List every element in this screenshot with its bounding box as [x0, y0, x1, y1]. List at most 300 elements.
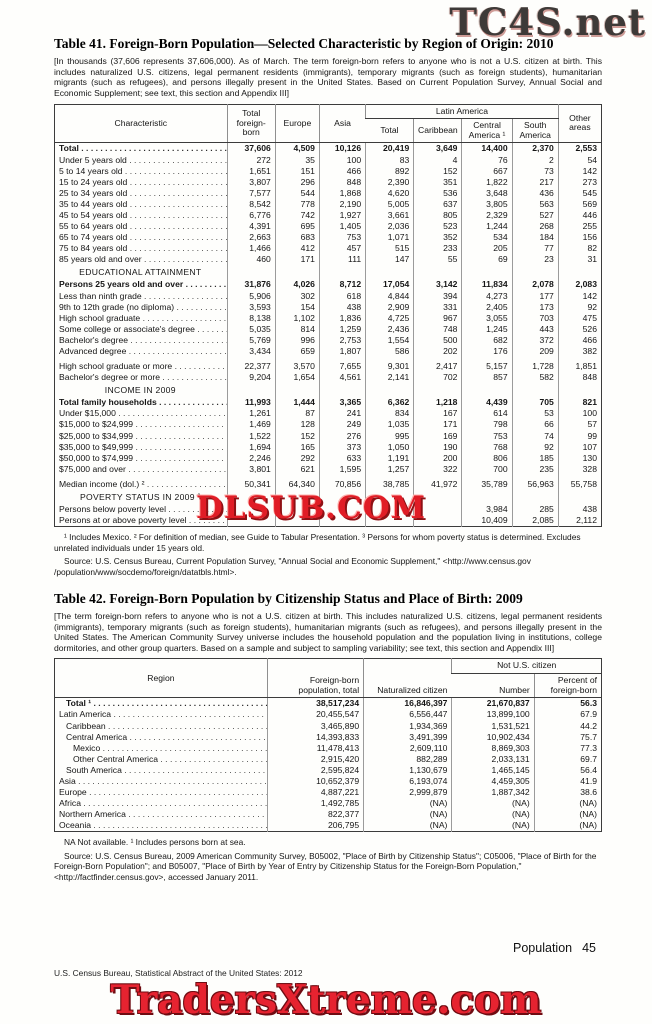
- table41-headnote: [In thousands (37,606 represents 37,606,000). As of March. The term foreign-born refers to anyone who is not a U.S. citizen at birth. This includes naturalized U.S. citizens, legal permanent residents (immigrants), temporary migrants (such as foreign students), humanitarian migrants (such as refugees), and persons illegally present in the United States. Based on Current Population Survey, Annual Social and Economic Supplement; see text, this section and Appendix III]: [54, 55, 602, 98]
- cell-value: 20,455,547: [267, 709, 363, 720]
- empty-cell: [366, 383, 414, 397]
- cell-value: 8,542: [227, 199, 275, 210]
- col-foreign-born-total: Foreign-born population, total: [267, 659, 363, 698]
- cell-value: 544: [275, 188, 319, 199]
- row-label: Persons 25 years old and over: [59, 279, 184, 290]
- col-central-america: Central America ¹: [462, 119, 512, 143]
- cell-value: 2,078: [512, 279, 558, 290]
- row-label: Total: [59, 143, 79, 154]
- cell-value: 1,836: [319, 313, 365, 324]
- section-row: [55, 383, 602, 397]
- cell-value: 798: [462, 419, 512, 430]
- cell-value: 1,887,342: [452, 787, 534, 798]
- dot-leader: [172, 361, 227, 371]
- cell-value: 1,245: [462, 324, 512, 335]
- cell-value: 682: [462, 335, 512, 346]
- cell-value: (NA): [452, 798, 534, 809]
- cell-value: 6,193,074: [364, 776, 452, 787]
- cell-value: 563: [512, 199, 558, 210]
- cell-value: 882,289: [364, 754, 452, 765]
- cell-value: 64,340: [275, 475, 319, 490]
- row-label: 75 to 84 years old: [59, 243, 128, 254]
- cell-value: 1,465,145: [452, 765, 534, 776]
- row-label: Asia: [59, 776, 76, 786]
- cell-value: 67.9: [534, 709, 601, 720]
- cell-value: 176: [462, 346, 512, 357]
- cell-value: 76: [462, 155, 512, 166]
- cell-value: 1,934,369: [364, 721, 452, 732]
- cell-value: 753: [319, 232, 365, 243]
- cell-value: 7,577: [227, 188, 275, 199]
- table-row: [55, 232, 602, 243]
- cell-value: 37,606: [227, 143, 275, 155]
- cell-value: 6,362: [366, 397, 414, 408]
- cell-value: (NA): [364, 809, 452, 820]
- dot-leader: [106, 721, 268, 731]
- cell-value: 2: [512, 155, 558, 166]
- cell-value: 4,509: [275, 143, 319, 155]
- dot-leader: [128, 335, 227, 345]
- cell-value: 436: [512, 188, 558, 199]
- col-region: Region: [55, 659, 268, 698]
- row-stub: [55, 254, 228, 265]
- row-stub: [55, 442, 228, 453]
- cell-value: 130: [558, 453, 601, 464]
- table-row: [55, 346, 602, 357]
- dot-leader: [142, 254, 227, 264]
- row-stub: [55, 798, 268, 809]
- row-stub: [55, 346, 228, 357]
- table-row: [55, 754, 602, 765]
- cell-value: 41,972: [414, 475, 462, 490]
- cell-value: 814: [275, 324, 319, 335]
- row-stub: [55, 820, 268, 832]
- empty-cell: [319, 383, 365, 397]
- dot-leader: [127, 177, 227, 187]
- cell-value: 2,190: [319, 199, 365, 210]
- cell-value: 1,102: [275, 313, 319, 324]
- cell-value: 171: [275, 254, 319, 265]
- dot-leader: [145, 479, 228, 489]
- table-row: [55, 313, 602, 324]
- cell-value: 372: [512, 335, 558, 346]
- dot-leader: [91, 820, 267, 830]
- watermark-middle: DLSUB.COM: [196, 490, 427, 526]
- cell-value: 173: [512, 302, 558, 313]
- cell-value: 2,083: [558, 279, 601, 290]
- table-row: [55, 709, 602, 720]
- empty-cell: [366, 265, 414, 279]
- cell-value: 56.3: [534, 698, 601, 710]
- row-label: Bachelor's degree or more: [59, 372, 160, 383]
- table-row: [55, 408, 602, 419]
- row-label: Persons at or above poverty level: [59, 515, 187, 526]
- cell-value: 233: [414, 243, 462, 254]
- table41: [54, 104, 602, 528]
- cell-value: 100: [319, 155, 365, 166]
- col-number: Number: [452, 674, 534, 698]
- cell-value: 618: [319, 291, 365, 302]
- cell-value: 20,419: [366, 143, 414, 155]
- cell-value: 1,261: [227, 408, 275, 419]
- table-row: [55, 188, 602, 199]
- cell-value: 206,795: [267, 820, 363, 832]
- cell-value: 2,370: [512, 143, 558, 155]
- row-label: Some college or associate's degree: [59, 323, 195, 334]
- cell-value: 659: [275, 346, 319, 357]
- row-stub: [55, 335, 228, 346]
- empty-cell: [558, 490, 601, 504]
- cell-value: 273: [558, 177, 601, 188]
- row-label: 9th to 12th grade (no diploma): [59, 301, 175, 312]
- cell-value: 167: [414, 408, 462, 419]
- table-row: [55, 787, 602, 798]
- col-other-areas: Other areas: [558, 104, 601, 143]
- cell-value: 1,071: [366, 232, 414, 243]
- cell-value: 4,620: [366, 188, 414, 199]
- cell-value: 2,663: [227, 232, 275, 243]
- watermark-bottom: TradersXtreme.com: [110, 977, 542, 1023]
- cell-value: 147: [366, 254, 414, 265]
- cell-value: 821: [558, 397, 601, 408]
- cell-value: 3,805: [462, 199, 512, 210]
- row-stub: [55, 754, 268, 765]
- table-row: [55, 372, 602, 383]
- cell-value: 4,844: [366, 291, 414, 302]
- col-characteristic: Characteristic: [55, 104, 228, 143]
- dot-leader: [127, 243, 227, 253]
- cell-value: 255: [558, 221, 601, 232]
- cell-value: 373: [319, 442, 365, 453]
- cell-value: 5,157: [462, 357, 512, 372]
- cell-value: 328: [558, 464, 601, 475]
- cell-value: 235: [512, 464, 558, 475]
- cell-value: 705: [512, 397, 558, 408]
- cell-value: 1,694: [227, 442, 275, 453]
- cell-value: 1,130,679: [364, 765, 452, 776]
- dot-leader: [81, 798, 267, 808]
- row-label: $25,000 to $34,999: [59, 430, 134, 441]
- cell-value: 703: [512, 313, 558, 324]
- cell-value: (NA): [452, 809, 534, 820]
- cell-value: 276: [319, 431, 365, 442]
- row-label: 45 to 54 years old: [59, 209, 128, 220]
- cell-value: 14,393,833: [267, 732, 363, 743]
- table-row: [55, 221, 602, 232]
- cell-value: 249: [319, 419, 365, 430]
- cell-value: 586: [366, 346, 414, 357]
- cell-value: 1,651: [227, 166, 275, 177]
- table-row: [55, 464, 602, 475]
- row-stub: [55, 787, 268, 798]
- cell-value: 475: [558, 313, 601, 324]
- cell-value: 177: [512, 291, 558, 302]
- cell-value: 1,405: [319, 221, 365, 232]
- cell-value: 1,259: [319, 324, 365, 335]
- empty-cell: [512, 383, 558, 397]
- cell-value: 536: [414, 188, 462, 199]
- cell-value: 1,851: [558, 357, 601, 372]
- cell-value: 184: [512, 232, 558, 243]
- cell-value: 848: [319, 177, 365, 188]
- cell-value: 3,434: [227, 346, 275, 357]
- cell-value: 2,112: [558, 515, 601, 527]
- row-label: Caribbean: [66, 720, 106, 731]
- cell-value: 14,400: [462, 143, 512, 155]
- row-stub: [55, 698, 268, 710]
- row-stub: [55, 397, 228, 408]
- cell-value: 151: [275, 166, 319, 177]
- cell-value: 205: [462, 243, 512, 254]
- row-stub: [55, 743, 268, 754]
- cell-value: 165: [275, 442, 319, 453]
- row-label: 35 to 44 years old: [59, 198, 128, 209]
- row-stub: [55, 279, 228, 290]
- cell-value: 1,444: [275, 397, 319, 408]
- dot-leader: [133, 453, 227, 463]
- empty-cell: [414, 265, 462, 279]
- cell-value: 73: [512, 166, 558, 177]
- cell-value: 296: [275, 177, 319, 188]
- dot-leader: [142, 291, 227, 301]
- cell-value: 142: [558, 166, 601, 177]
- cell-value: 457: [319, 243, 365, 254]
- cell-value: 683: [275, 232, 319, 243]
- table-row: [55, 357, 602, 372]
- table-row: [55, 743, 602, 754]
- table42-source: Source: U.S. Census Bureau, 2009 American Community Survey, B05002, "Place of Birth by Citizenship Status"; C05006, "Place of Birth for the Foreign-Born Population"; and B05007, "Place of Birth by Year of Entry by Citizenship Status for the Foreign-Born Population," <http://factfinder.census.gov>, accessed January 2011.: [54, 850, 597, 882]
- cell-value: 3,649: [414, 143, 462, 155]
- cell-value: 272: [227, 155, 275, 166]
- cell-value: 2,999,879: [364, 787, 452, 798]
- cell-value: 75.7: [534, 732, 601, 743]
- cell-value: 9,301: [366, 357, 414, 372]
- table-row: [55, 335, 602, 346]
- empty-cell: [275, 265, 319, 279]
- cell-value: 217: [512, 177, 558, 188]
- cell-value: 995: [366, 431, 414, 442]
- dot-leader: [174, 302, 227, 312]
- cell-value: 169: [414, 431, 462, 442]
- cell-value: 2,436: [366, 324, 414, 335]
- row-label: Under $15,000: [59, 408, 116, 419]
- cell-value: 352: [414, 232, 462, 243]
- page-section-label: [513, 941, 596, 955]
- cell-value: 302: [275, 291, 319, 302]
- cell-value: 66: [512, 419, 558, 430]
- cell-value: 1,654: [275, 372, 319, 383]
- cell-value: 2,405: [462, 302, 512, 313]
- row-label: 65 to 74 years old: [59, 232, 128, 243]
- cell-value: 446: [558, 210, 601, 221]
- cell-value: 1,466: [227, 243, 275, 254]
- cell-value: 892: [366, 166, 414, 177]
- cell-value: 11,478,413: [267, 743, 363, 754]
- empty-cell: [414, 383, 462, 397]
- row-label: 85 years old and over: [59, 254, 142, 265]
- cell-value: 460: [227, 254, 275, 265]
- row-stub: [55, 721, 268, 732]
- cell-value: 38,517,234: [267, 698, 363, 710]
- cell-value: 83: [366, 155, 414, 166]
- cell-value: 753: [462, 431, 512, 442]
- cell-value: 171: [414, 419, 462, 430]
- dot-leader: [91, 698, 267, 708]
- row-label: Persons below poverty level: [59, 504, 166, 515]
- row-label: $35,000 to $49,999: [59, 441, 134, 452]
- cell-value: 3,465,890: [267, 721, 363, 732]
- dot-leader: [127, 188, 227, 198]
- cell-value: 3,648: [462, 188, 512, 199]
- dot-leader: [127, 221, 227, 231]
- row-stub: [55, 709, 268, 720]
- row-label: Under 5 years old: [59, 154, 127, 165]
- dot-leader: [133, 419, 227, 429]
- table-row: [55, 324, 602, 335]
- row-label: 5 to 14 years old: [59, 165, 123, 176]
- table-row: [55, 732, 602, 743]
- cell-value: 74: [512, 431, 558, 442]
- cell-value: 2,909: [366, 302, 414, 313]
- cell-value: 700: [462, 464, 512, 475]
- cell-value: 8,869,303: [452, 743, 534, 754]
- cell-value: 17,054: [366, 279, 414, 290]
- cell-value: 50,341: [227, 475, 275, 490]
- dot-leader: [126, 809, 267, 819]
- cell-value: 2,329: [462, 210, 512, 221]
- cell-value: 2,609,110: [364, 743, 452, 754]
- cell-value: 582: [512, 372, 558, 383]
- table-row: [55, 419, 602, 430]
- row-stub: [55, 302, 228, 313]
- row-label: Latin America: [59, 709, 112, 720]
- cell-value: 55,758: [558, 475, 601, 490]
- cell-value: 1,257: [366, 464, 414, 475]
- table-row: [55, 776, 602, 787]
- cell-value: 38.6: [534, 787, 601, 798]
- empty-cell: [275, 383, 319, 397]
- cell-value: 1,191: [366, 453, 414, 464]
- cell-value: 6,556,447: [364, 709, 452, 720]
- cell-value: 10,409: [462, 515, 512, 527]
- cell-value: 1,531,521: [452, 721, 534, 732]
- cell-value: 156: [558, 232, 601, 243]
- empty-cell: [227, 265, 275, 279]
- row-label: $75,000 and over: [59, 463, 126, 474]
- cell-value: 1,218: [414, 397, 462, 408]
- col-group-not-us-citizen: Not U.S. citizen: [452, 659, 602, 674]
- row-stub: [55, 188, 228, 199]
- dot-leader: [126, 464, 227, 474]
- cell-value: 3,661: [366, 210, 414, 221]
- cell-value: 322: [414, 464, 462, 475]
- row-label: High school graduate or more: [59, 361, 173, 372]
- cell-value: 142: [558, 291, 601, 302]
- table-row: [55, 279, 602, 290]
- row-stub: [55, 475, 228, 490]
- cell-value: 154: [275, 302, 319, 313]
- table-row: [55, 431, 602, 442]
- cell-value: 742: [275, 210, 319, 221]
- cell-value: 3,801: [227, 464, 275, 475]
- table-row: [55, 721, 602, 732]
- table41-source: Source: U.S. Census Bureau, Current Population Survey, "Annual Social and Economic Supplement," <http://www.census.gov /population/www/socdemo/foreign/datatbls.html>.: [54, 556, 531, 577]
- cell-value: 44.2: [534, 721, 601, 732]
- table-row: [55, 166, 602, 177]
- cell-value: 1,492,785: [267, 798, 363, 809]
- cell-value: 4,725: [366, 313, 414, 324]
- cell-value: 667: [462, 166, 512, 177]
- section-label: EDUCATIONAL ATTAINMENT: [79, 267, 202, 278]
- table-row: [55, 199, 602, 210]
- cell-value: 16,846,397: [364, 698, 452, 710]
- cell-value: 200: [414, 453, 462, 464]
- cell-value: 9,204: [227, 372, 275, 383]
- cell-value: 412: [275, 243, 319, 254]
- row-label: Total ¹: [66, 698, 92, 709]
- cell-value: 2,753: [319, 335, 365, 346]
- cell-value: 534: [462, 232, 512, 243]
- cell-value: 4,026: [275, 279, 319, 290]
- cell-value: 22,377: [227, 357, 275, 372]
- cell-value: 56,963: [512, 475, 558, 490]
- cell-value: 848: [558, 372, 601, 383]
- cell-value: 2,553: [558, 143, 601, 155]
- row-label: $15,000 to $24,999: [59, 419, 134, 430]
- cell-value: 23: [512, 254, 558, 265]
- dot-leader: [127, 155, 227, 165]
- cell-value: 3,365: [319, 397, 365, 408]
- cell-value: 1,927: [319, 210, 365, 221]
- cell-value: 2,141: [366, 372, 414, 383]
- row-label: Northern America: [59, 809, 126, 820]
- row-label: 15 to 24 years old: [59, 176, 128, 187]
- cell-value: 523: [414, 221, 462, 232]
- row-stub: [55, 464, 228, 475]
- cell-value: 10,652,379: [267, 776, 363, 787]
- dot-leader: [140, 313, 227, 323]
- cell-value: 41.9: [534, 776, 601, 787]
- row-label: Central America: [66, 731, 128, 742]
- cell-value: 857: [462, 372, 512, 383]
- publication-credit: U.S. Census Bureau, Statistical Abstract of the United States: 2012: [54, 968, 303, 978]
- row-stub: [55, 177, 228, 188]
- row-stub: [55, 143, 228, 155]
- cell-value: 2,036: [366, 221, 414, 232]
- cell-value: 526: [558, 324, 601, 335]
- col-total-foreign-born: Total foreign-born: [227, 104, 275, 143]
- row-label: Africa: [59, 798, 81, 809]
- dot-leader: [133, 431, 227, 441]
- cell-value: 3,593: [227, 302, 275, 313]
- row-label: High school graduate: [59, 312, 141, 323]
- row-stub: [55, 357, 228, 372]
- dot-leader: [127, 232, 227, 242]
- cell-value: 69.7: [534, 754, 601, 765]
- table41-title: Table 41. Foreign-Born Population—Selected Characteristic by Region of Origin: 2010: [54, 36, 554, 51]
- table-row: [55, 820, 602, 832]
- cell-value: 2,417: [414, 357, 462, 372]
- row-stub: [55, 372, 228, 383]
- cell-value: 1,822: [462, 177, 512, 188]
- table-row: [55, 442, 602, 453]
- section-label: INCOME IN 2009: [104, 385, 176, 396]
- cell-value: 4,887,221: [267, 787, 363, 798]
- cell-value: 21,670,837: [452, 698, 534, 710]
- cell-value: 292: [275, 453, 319, 464]
- table-row: [55, 698, 602, 710]
- cell-value: 1,554: [366, 335, 414, 346]
